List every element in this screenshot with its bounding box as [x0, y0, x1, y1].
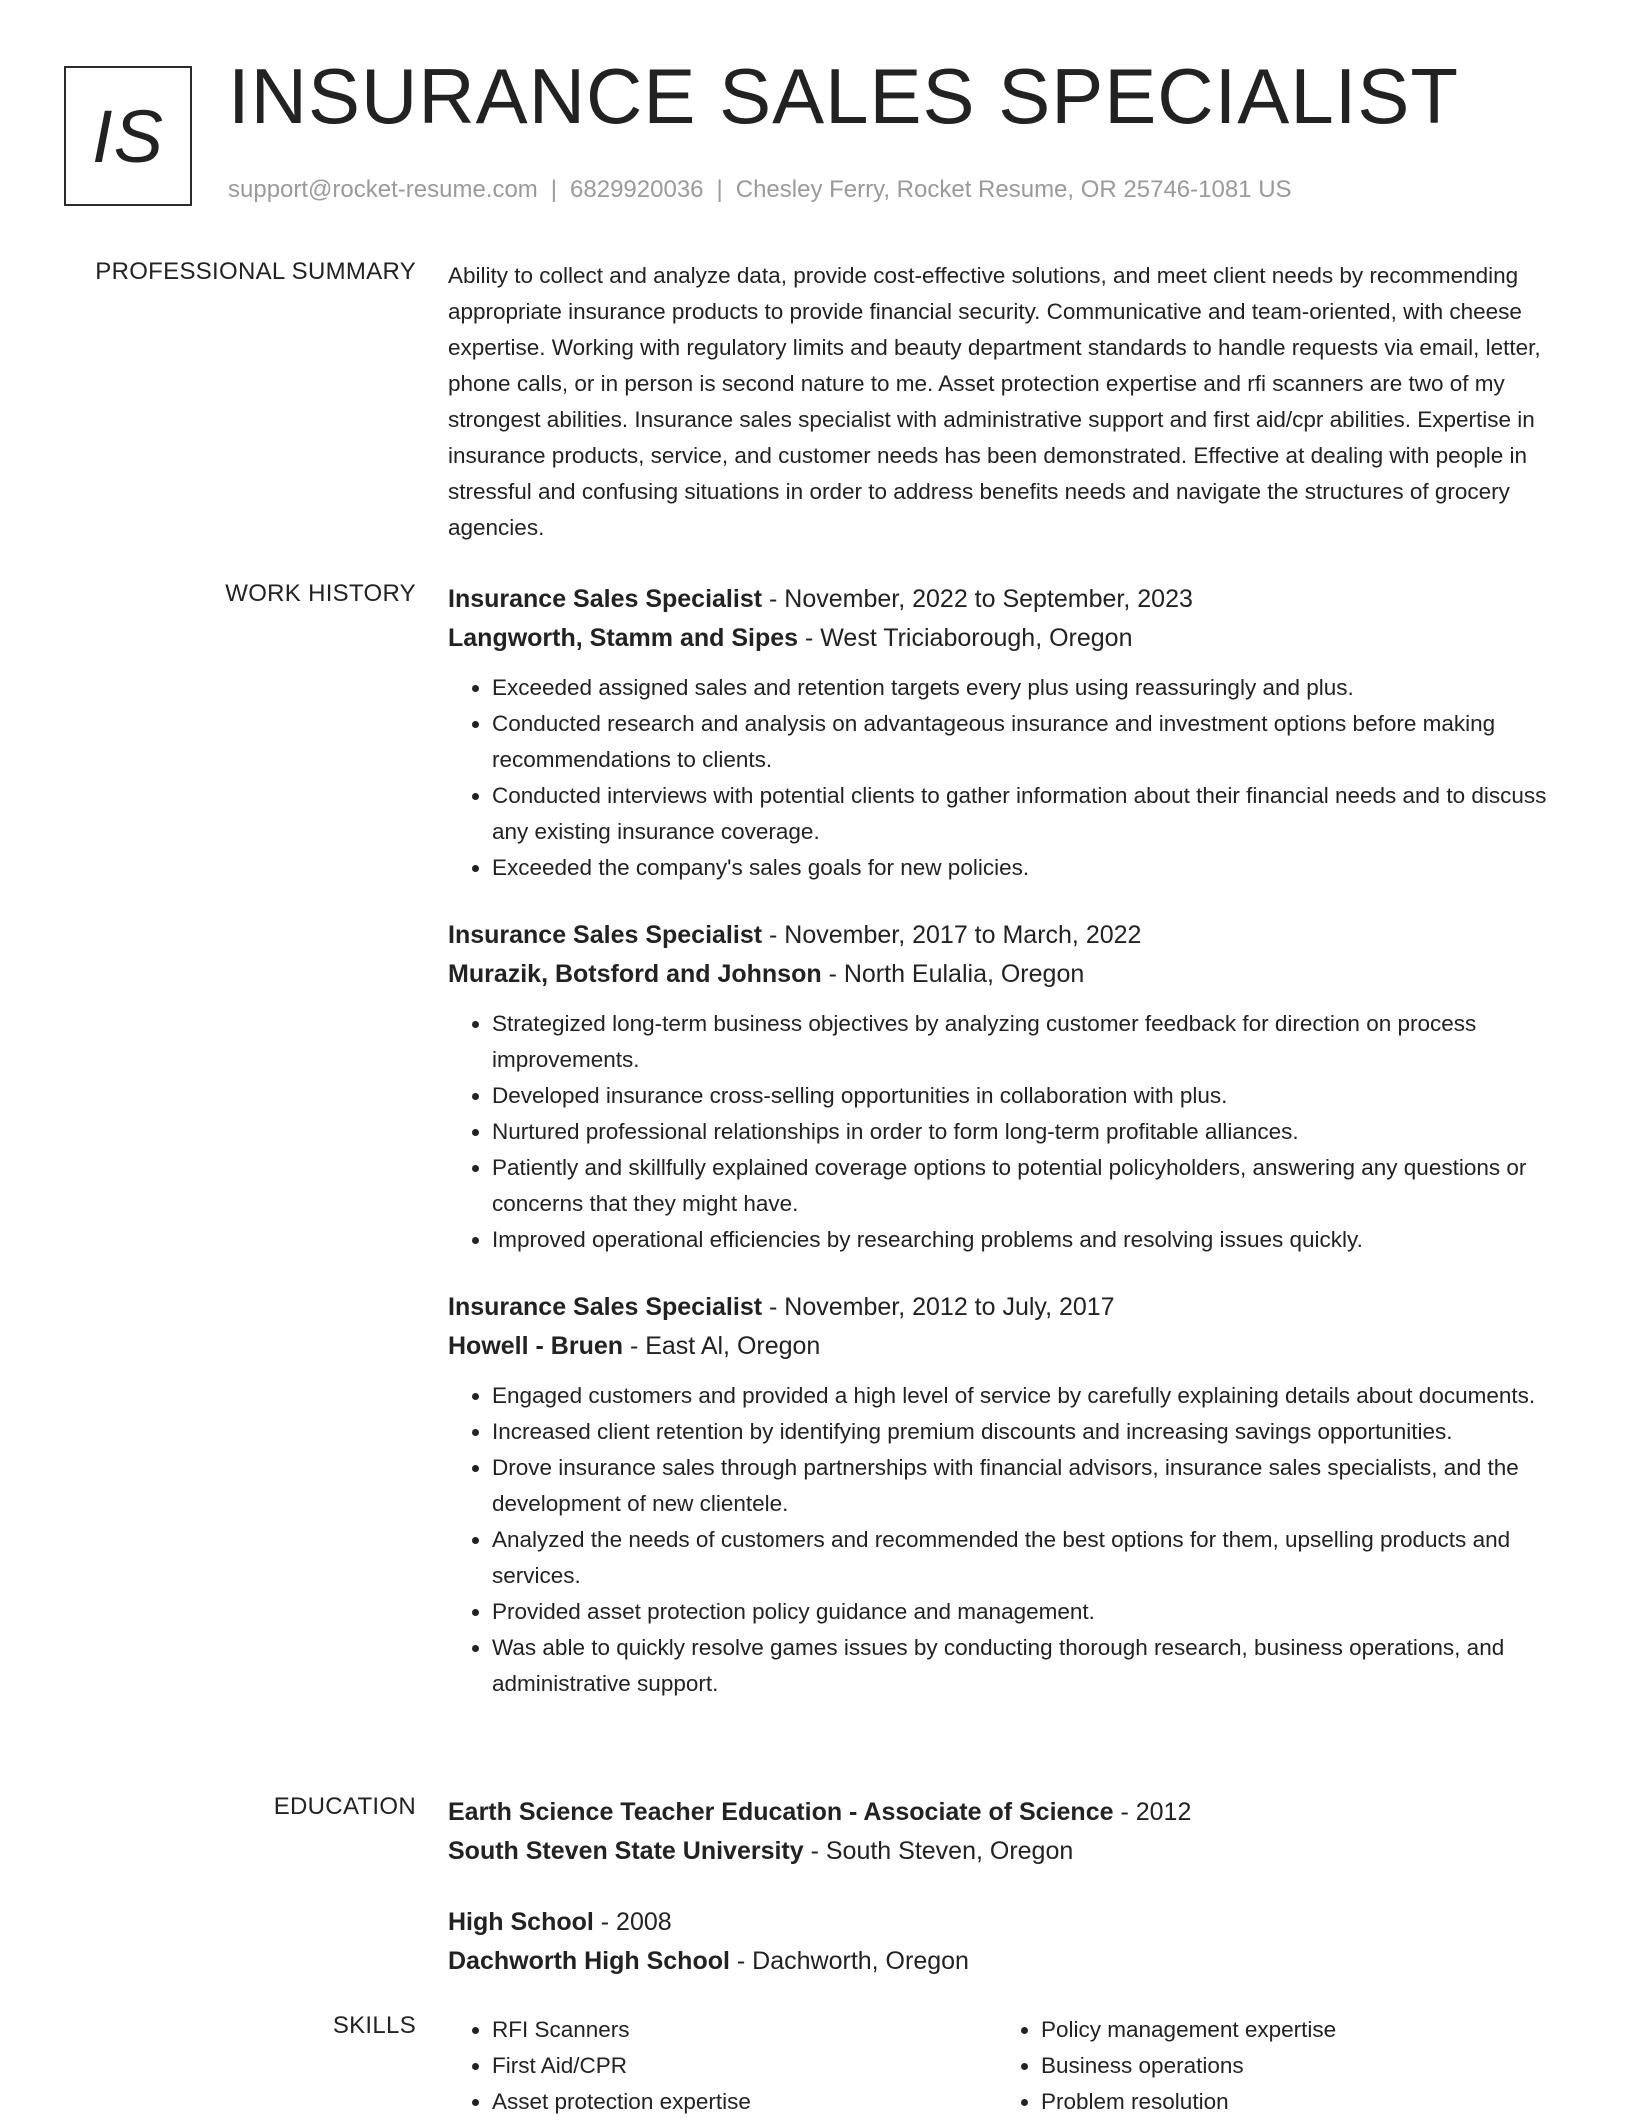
list-item: • Exceeded assigned sales and retention targets every plus using reassuringly and plus. — [492, 670, 1570, 706]
job-title: Insurance Sales Specialist — [448, 921, 763, 949]
job-title: Insurance Sales Specialist — [448, 585, 763, 613]
list-item: • Engaged customers and provided a high level of service by carefully explaining details about documents. — [492, 1378, 1570, 1414]
job-location: - East Al, Oregon — [623, 1332, 821, 1360]
job-bullets — [448, 670, 1570, 886]
work-history-body — [448, 580, 1570, 1732]
degree: Earth Science Teacher Education - Associate of Science — [448, 1798, 1114, 1826]
school-line — [448, 1942, 1570, 1981]
summary-body — [448, 258, 1570, 546]
job-entry — [448, 1288, 1570, 1702]
skills-columns — [448, 2012, 1570, 2120]
job-location: - West Triciaborough, Oregon — [798, 624, 1133, 652]
job-entry — [448, 916, 1570, 1258]
list-item: • Conducted interviews with potential clients to gather information about their financial needs and to discuss any existing insurance coverage. — [492, 778, 1570, 850]
section-heading: PROFESSIONAL SUMMARY — [95, 258, 416, 285]
job-dates: - November, 2017 to March, 2022 — [762, 921, 1142, 949]
list-item: • Nurtured professional relationships in order to form long-term profitable alliances. — [492, 1114, 1570, 1150]
list-item: • Was able to quickly resolve games issues by conducting thorough research, business operations, and administrative support. — [492, 1630, 1570, 1702]
list-item: • Developed insurance cross-selling opportunities in collaboration with plus. — [492, 1078, 1570, 1114]
job-dates: - November, 2012 to July, 2017 — [762, 1293, 1115, 1321]
skills-list-right — [997, 2012, 1546, 2120]
resume-title: INSURANCE SALES SPECIALIST — [228, 52, 1460, 140]
degree-line — [448, 1793, 1570, 1832]
job-bullets — [448, 1378, 1570, 1702]
contact-email[interactable]: support@rocket-resume.com — [228, 176, 538, 203]
skills-body — [448, 2012, 1570, 2120]
school-location: - Dachworth, Oregon — [729, 1947, 969, 1975]
job-location: - North Eulalia, Oregon — [821, 960, 1085, 988]
monogram-initials: IS — [92, 94, 164, 178]
list-item: • Conducted research and analysis on advantageous insurance and investment options before making recommendations to clients. — [492, 706, 1570, 778]
job-dates: - November, 2022 to September, 2023 — [762, 585, 1193, 613]
skill-item: • First Aid/CPR — [492, 2048, 997, 2084]
skill-item: • Business operations — [1041, 2048, 1546, 2084]
school-location: - South Steven, Oregon — [803, 1837, 1074, 1865]
job-title: Insurance Sales Specialist — [448, 1293, 763, 1321]
job-company: Howell - Bruen — [448, 1332, 624, 1360]
list-item: • Analyzed the needs of customers and recommended the best options for them, upselling products and services. — [492, 1522, 1570, 1594]
job-title-line — [448, 1288, 1570, 1327]
school: South Steven State University — [448, 1837, 804, 1865]
contact-separator: | — [550, 176, 558, 203]
skill-item: • Problem resolution — [1041, 2084, 1546, 2120]
job-company: Langworth, Stamm and Sipes — [448, 624, 799, 652]
degree-year: - 2012 — [1113, 1798, 1192, 1826]
job-company: Murazik, Botsford and Johnson — [448, 960, 822, 988]
list-item: • Provided asset protection policy guidance and management. — [492, 1594, 1570, 1630]
skill-item: • Asset protection expertise — [492, 2084, 997, 2120]
education-entry — [448, 1793, 1570, 1871]
job-company-line — [448, 619, 1570, 658]
contact-line — [228, 176, 1292, 204]
summary-text: Ability to collect and analyze data, provide cost-effective solutions, and meet client needs by recommending appropriate insurance products to provide financial security. Communicative and team-oriented, with cheese expertise. Working with regulatory limits and beauty department standards to handle requests via email, letter, phone calls, or in person is second nature to me. Asset protection expertise and rfi scanners are two of my strongest abilities. Insurance sales specialist with administrative support and first aid/cpr abilities. Expertise in insurance products, service, and customer needs has been demonstrated. Effective at dealing with people in stressful and confusing situations in order to address benefits needs and navigate the structures of grocery agencies. — [448, 263, 1541, 540]
job-entry — [448, 580, 1570, 886]
skill-item: • Policy management expertise — [1041, 2012, 1546, 2048]
list-item: • Patiently and skillfully explained coverage options to potential policyholders, answering any questions or concerns that they might have. — [492, 1150, 1570, 1222]
school-line — [448, 1832, 1570, 1871]
degree-year: - 2008 — [593, 1908, 672, 1936]
education-body — [448, 1793, 1570, 2013]
monogram-box — [64, 66, 192, 206]
contact-phone[interactable]: 6829920036 — [570, 176, 704, 203]
education-entry — [448, 1903, 1570, 1981]
job-company-line — [448, 955, 1570, 994]
school: Dachworth High School — [448, 1947, 730, 1975]
section-heading: EDUCATION — [273, 1793, 416, 1820]
list-item: • Drove insurance sales through partnerships with financial advisors, insurance sales specialists, and the development of new clientele. — [492, 1450, 1570, 1522]
list-item: • Increased client retention by identifying premium discounts and increasing savings opportunities. — [492, 1414, 1570, 1450]
job-company-line — [448, 1327, 1570, 1366]
list-item: • Strategized long-term business objectives by analyzing customer feedback for direction on process improvements. — [492, 1006, 1570, 1078]
section-heading: WORK HISTORY — [225, 580, 416, 607]
degree: High School — [448, 1908, 594, 1936]
section-heading: SKILLS — [332, 2012, 416, 2039]
list-item: • Exceeded the company's sales goals for new policies. — [492, 850, 1570, 886]
contact-address: Chesley Ferry, Rocket Resume, OR 25746-1081 US — [735, 176, 1292, 203]
list-item: • Improved operational efficiencies by researching problems and resolving issues quickly. — [492, 1222, 1570, 1258]
skill-item: • RFI Scanners — [492, 2012, 997, 2048]
job-bullets — [448, 1006, 1570, 1258]
job-title-line — [448, 580, 1570, 619]
job-title-line — [448, 916, 1570, 955]
degree-line — [448, 1903, 1570, 1942]
skills-list-left — [448, 2012, 997, 2120]
contact-separator: | — [716, 176, 723, 203]
